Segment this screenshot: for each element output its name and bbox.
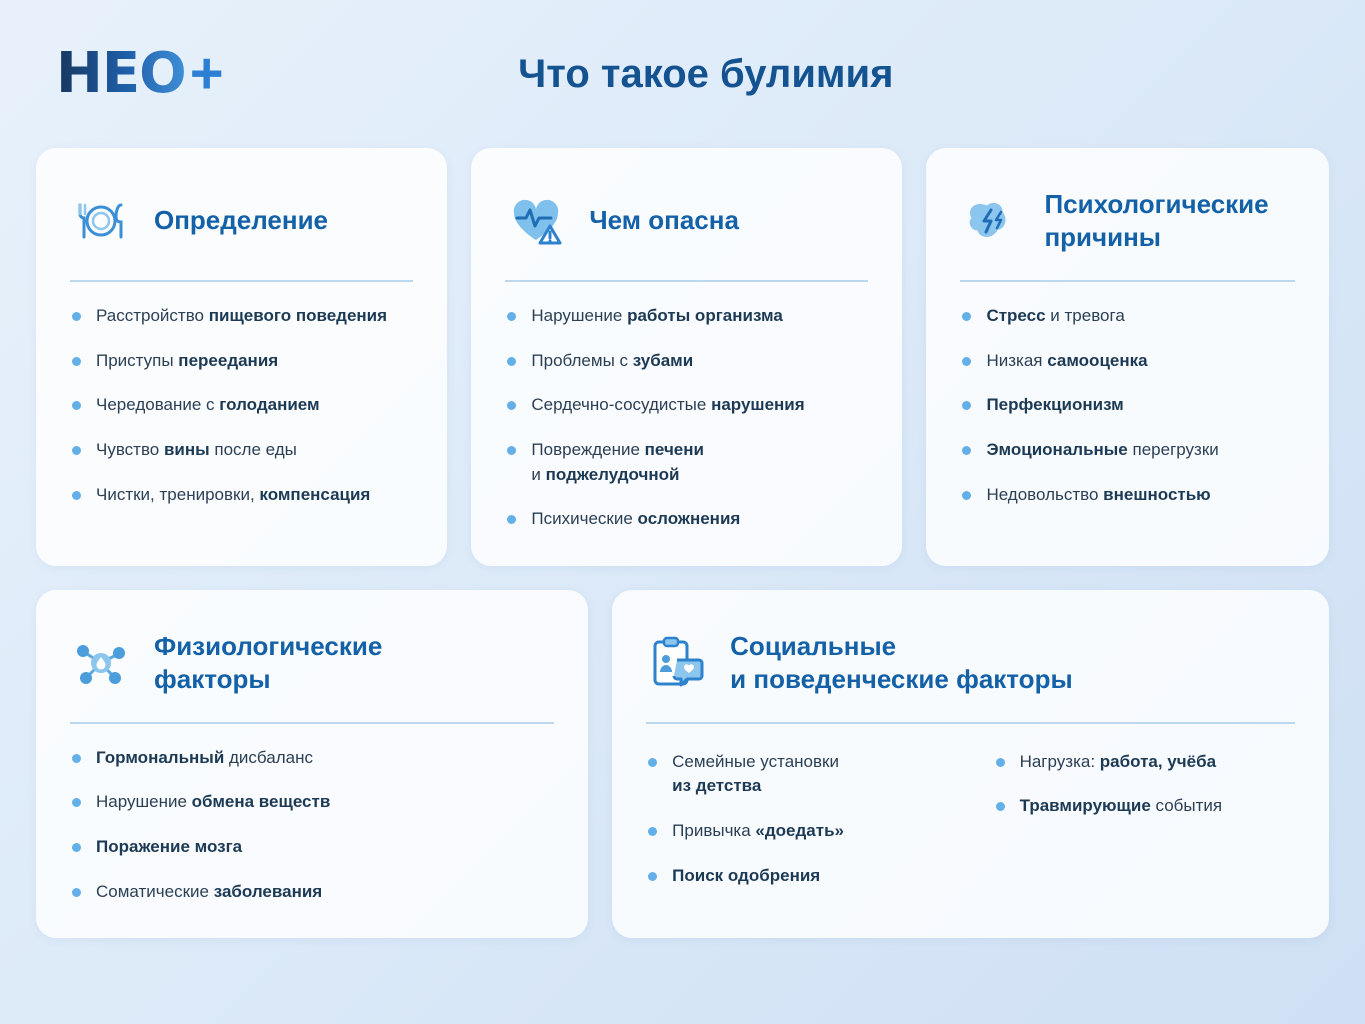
list-item: Нагрузка: работа, учёба [994, 750, 1295, 775]
card-danger [471, 148, 902, 566]
divider [70, 722, 554, 724]
card-social [612, 590, 1329, 939]
card-title: Социальные и поведенческие факторы [730, 630, 1073, 694]
list-item: Чередование с голоданием [70, 393, 413, 418]
list-item: Стресс и тревога [960, 304, 1295, 329]
divider [505, 280, 868, 282]
card-title: Чем опасна [589, 205, 739, 236]
clipboard-chat-icon [646, 632, 708, 694]
brand-logo [56, 41, 223, 106]
list-item: Гормональный дисбаланс [70, 746, 554, 771]
cards-row-top [36, 148, 1329, 566]
divider [646, 722, 1295, 724]
list-physiological [70, 746, 554, 905]
brand-name: HEO [56, 41, 186, 106]
card-header [70, 620, 554, 706]
list-psychological [960, 304, 1295, 507]
brain-lightning-icon [960, 190, 1022, 252]
card-title: Психологические причины [1044, 188, 1269, 252]
heart-pulse-warning-icon [505, 190, 567, 252]
divider [70, 280, 413, 282]
list-social-right [994, 750, 1295, 889]
list-item: Расстройство пищевого поведения [70, 304, 413, 329]
card-header [646, 620, 1295, 706]
list-item: Перфекционизм [960, 393, 1295, 418]
card-header [70, 178, 413, 264]
list-item: Травмирующие события [994, 794, 1295, 819]
list-item: Повреждение печени и поджелудочной [505, 438, 868, 487]
page-title: Что такое булимия [518, 51, 894, 96]
list-item: Низкая самооценка [960, 349, 1295, 374]
list-danger [505, 304, 868, 532]
list-item: Недовольство внешностью [960, 483, 1295, 508]
card-header [960, 178, 1295, 264]
molecule-icon [70, 632, 132, 694]
card-definition [36, 148, 447, 566]
list-item: Психические осложнения [505, 507, 868, 532]
list-item: Сердечно-сосудистые нарушения [505, 393, 868, 418]
social-columns [646, 746, 1295, 889]
list-item: Нарушение работы организма [505, 304, 868, 329]
list-item: Нарушение обмена веществ [70, 790, 554, 815]
list-item: Соматические заболевания [70, 880, 554, 905]
list-social-left [646, 750, 947, 889]
brand-plus-icon: + [189, 41, 223, 106]
list-item: Чувство вины после еды [70, 438, 413, 463]
card-psychological [926, 148, 1329, 566]
list-item: Поиск одобрения [646, 864, 947, 889]
card-title: Определение [154, 205, 329, 236]
list-definition [70, 304, 413, 507]
divider [960, 280, 1295, 282]
header [36, 0, 1329, 148]
list-item: Чистки, тренировки, компенсация [70, 483, 413, 508]
list-item: Проблемы с зубами [505, 349, 868, 374]
cards-row-bottom [36, 590, 1329, 939]
card-title: Физиологические факторы [154, 630, 383, 694]
list-item: Семейные установки из детства [646, 750, 947, 799]
cutlery-plate-icon [70, 190, 132, 252]
card-physiological [36, 590, 588, 939]
list-item: Привычка «доедать» [646, 819, 947, 844]
list-item: Приступы переедания [70, 349, 413, 374]
list-item: Поражение мозга [70, 835, 554, 860]
card-header [505, 178, 868, 264]
list-item: Эмоциональные перегрузки [960, 438, 1295, 463]
